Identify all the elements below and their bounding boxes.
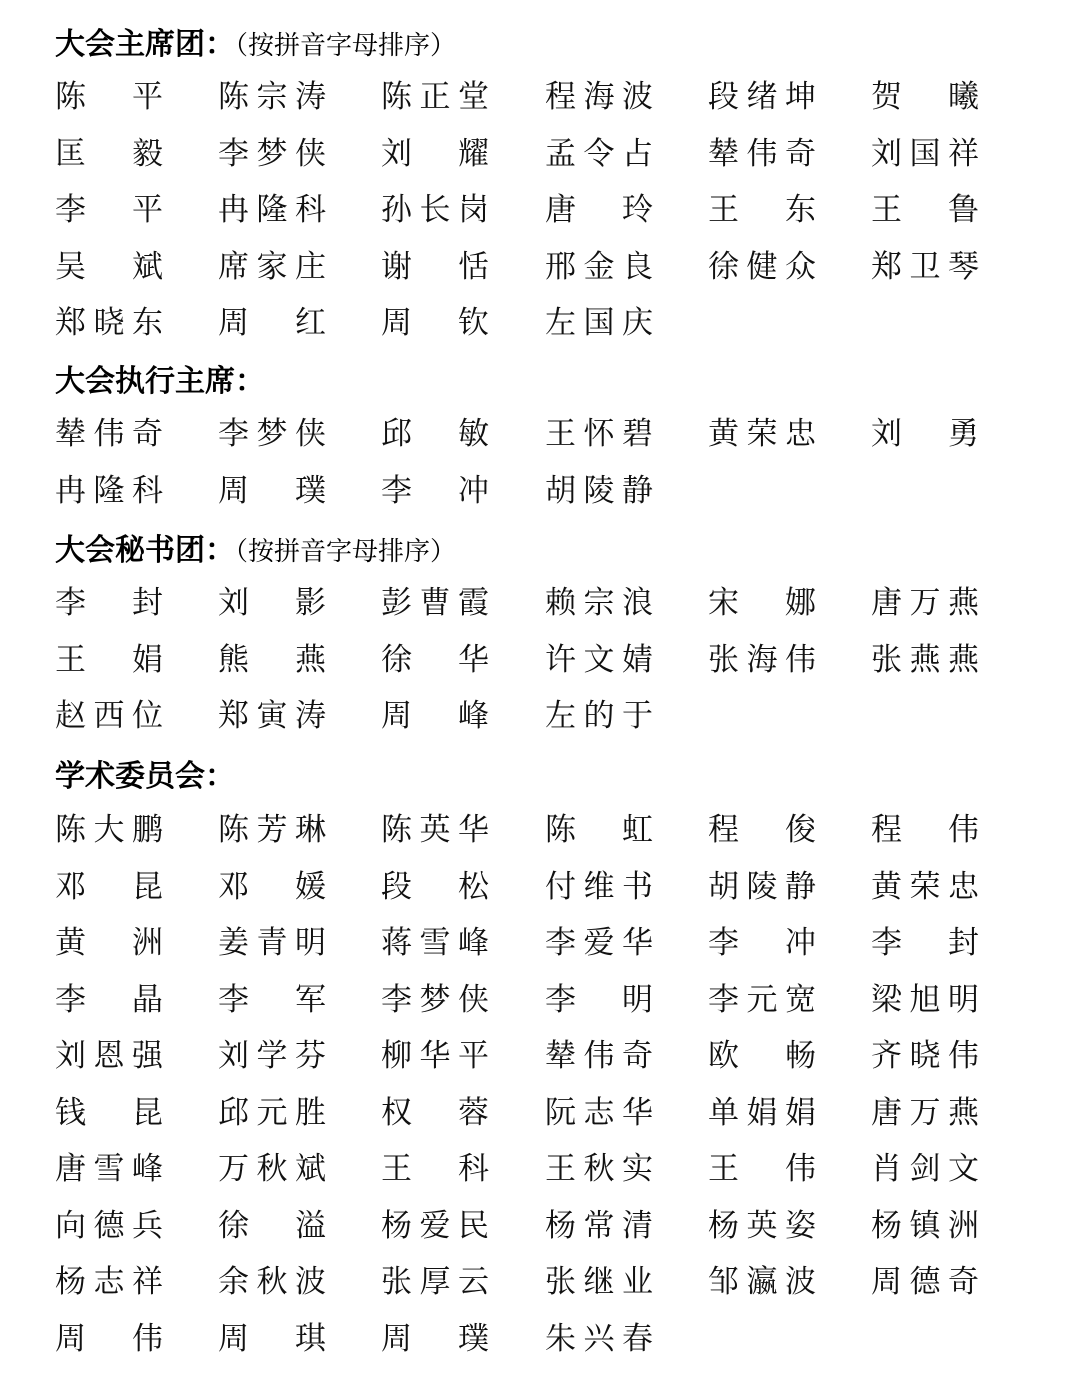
section-title: 学术委员会：	[55, 759, 235, 794]
person-name: 齐 晓 伟	[871, 1038, 979, 1074]
person-name: 李 爱 华	[545, 925, 653, 961]
person-name: 陈 正 堂	[381, 79, 489, 115]
name-row	[0, 808, 1080, 852]
person-name: 熊 燕	[218, 642, 326, 678]
section-note: （按拼音字母排序）	[235, 537, 457, 567]
person-name: 蒋 雪 峰	[381, 925, 489, 961]
person-name: 程 伟	[871, 812, 979, 848]
person-name: 李 军	[218, 982, 326, 1018]
name-row	[0, 1204, 1080, 1248]
person-name: 邓 昆	[55, 869, 163, 905]
person-name: 杨 爱 民	[381, 1208, 489, 1244]
person-name: 赵 西 位	[55, 698, 163, 734]
person-name: 陈 大 鹏	[55, 812, 163, 848]
person-name: 肖 剑 文	[871, 1151, 979, 1187]
person-name: 张 继 业	[545, 1264, 653, 1300]
person-name: 张 海 伟	[708, 642, 816, 678]
person-name: 陈 宗 涛	[218, 79, 326, 115]
section-heading	[55, 362, 265, 402]
person-name: 欧 畅	[708, 1038, 816, 1074]
section-title: 大会秘书团：	[55, 533, 235, 568]
person-name: 张 厚 云	[381, 1264, 489, 1300]
name-row	[0, 75, 1080, 119]
person-name: 李 梦 侠	[218, 136, 326, 172]
person-name: 孟 令 占	[545, 136, 653, 172]
section-note: （按拼音字母排序）	[235, 31, 457, 61]
person-name: 柳 华 平	[381, 1038, 489, 1074]
person-name: 宋 娜	[708, 585, 816, 621]
person-name: 李 明	[545, 982, 653, 1018]
name-row	[0, 694, 1080, 738]
person-name: 陈 平	[55, 79, 163, 115]
person-name: 邱 敏	[381, 416, 489, 452]
person-name: 黄 荣 忠	[871, 869, 979, 905]
person-name: 刘 恩 强	[55, 1038, 163, 1074]
person-name: 郑 卫 琴	[871, 249, 979, 285]
name-row	[0, 921, 1080, 965]
section-heading	[55, 757, 235, 797]
person-name: 李 冲	[708, 925, 816, 961]
person-name: 李 梦 侠	[381, 982, 489, 1018]
person-name: 胡 陵 静	[708, 869, 816, 905]
person-name: 刘 影	[218, 585, 326, 621]
person-name: 辇 伟 奇	[55, 416, 163, 452]
person-name: 邱 元 胜	[218, 1095, 326, 1131]
person-name: 邓 媛	[218, 869, 326, 905]
person-name: 许 文 婧	[545, 642, 653, 678]
person-name: 徐 华	[381, 642, 489, 678]
person-name: 胡 陵 静	[545, 473, 653, 509]
person-name: 程 海 波	[545, 79, 653, 115]
person-name: 辇 伟 奇	[545, 1038, 653, 1074]
person-name: 左 国 庆	[545, 305, 653, 341]
person-name: 段 绪 坤	[708, 79, 816, 115]
person-name: 吴 斌	[55, 249, 163, 285]
name-row	[0, 978, 1080, 1022]
name-row	[0, 1091, 1080, 1135]
person-name: 陈 虹	[545, 812, 653, 848]
person-name: 郑 晓 东	[55, 305, 163, 341]
section-title: 大会主席团：	[55, 27, 235, 62]
person-name: 刘 学 芬	[218, 1038, 326, 1074]
person-name: 唐 万 燕	[871, 1095, 979, 1131]
name-row	[0, 1147, 1080, 1191]
name-row	[0, 1317, 1080, 1361]
person-name: 姜 青 明	[218, 925, 326, 961]
person-name: 钱 昆	[55, 1095, 163, 1131]
person-name: 赖 宗 浪	[545, 585, 653, 621]
person-name: 周 峰	[381, 698, 489, 734]
person-name: 周 璞	[218, 473, 326, 509]
person-name: 程 俊	[708, 812, 816, 848]
person-name: 王 怀 碧	[545, 416, 653, 452]
person-name: 张 燕 燕	[871, 642, 979, 678]
person-name: 左 的 于	[545, 698, 653, 734]
person-name: 周 红	[218, 305, 326, 341]
person-name: 李 梦 侠	[218, 416, 326, 452]
person-name: 郑 寅 涛	[218, 698, 326, 734]
person-name: 权 蓉	[381, 1095, 489, 1131]
person-name: 唐 万 燕	[871, 585, 979, 621]
person-name: 王 伟	[708, 1151, 816, 1187]
person-name: 唐 玲	[545, 192, 653, 228]
name-row	[0, 865, 1080, 909]
person-name: 李 冲	[381, 473, 489, 509]
person-name: 王 鲁	[871, 192, 979, 228]
person-name: 阮 志 华	[545, 1095, 653, 1131]
person-name: 李 晶	[55, 982, 163, 1018]
name-row	[0, 1034, 1080, 1078]
person-name: 贺 曦	[871, 79, 979, 115]
person-name: 徐 溢	[218, 1208, 326, 1244]
person-name: 黄 荣 忠	[708, 416, 816, 452]
name-row	[0, 638, 1080, 682]
person-name: 李 封	[871, 925, 979, 961]
person-name: 辇 伟 奇	[708, 136, 816, 172]
person-name: 邹 瀛 波	[708, 1264, 816, 1300]
name-row	[0, 469, 1080, 513]
person-name: 陈 芳 琳	[218, 812, 326, 848]
person-name: 周 伟	[55, 1321, 163, 1357]
person-name: 冉 隆 科	[55, 473, 163, 509]
person-name: 李 元 宽	[708, 982, 816, 1018]
person-name: 邢 金 良	[545, 249, 653, 285]
person-name: 谢 恬	[381, 249, 489, 285]
person-name: 杨 英 姿	[708, 1208, 816, 1244]
person-name: 向 德 兵	[55, 1208, 163, 1244]
name-row	[0, 188, 1080, 232]
name-row	[0, 1260, 1080, 1304]
person-name: 陈 英 华	[381, 812, 489, 848]
person-name: 孙 长 岗	[381, 192, 489, 228]
person-name: 周 琪	[218, 1321, 326, 1357]
person-name: 杨 志 祥	[55, 1264, 163, 1300]
person-name: 徐 健 众	[708, 249, 816, 285]
person-name: 万 秋 斌	[218, 1151, 326, 1187]
person-name: 席 家 庄	[218, 249, 326, 285]
section-heading	[55, 531, 456, 572]
section-title: 大会执行主席：	[55, 364, 265, 399]
person-name: 余 秋 波	[218, 1264, 326, 1300]
person-name: 杨 常 清	[545, 1208, 653, 1244]
person-name: 周 钦	[381, 305, 489, 341]
section-heading	[55, 25, 456, 66]
person-name: 单 娟 娟	[708, 1095, 816, 1131]
person-name: 李 封	[55, 585, 163, 621]
person-name: 朱 兴 春	[545, 1321, 653, 1357]
person-name: 唐 雪 峰	[55, 1151, 163, 1187]
person-name: 周 德 奇	[871, 1264, 979, 1300]
name-row	[0, 412, 1080, 456]
name-row	[0, 132, 1080, 176]
person-name: 付 维 书	[545, 869, 653, 905]
name-row	[0, 301, 1080, 345]
person-name: 黄 洲	[55, 925, 163, 961]
person-name: 梁 旭 明	[871, 982, 979, 1018]
person-name: 王 秋 实	[545, 1151, 653, 1187]
person-name: 段 松	[381, 869, 489, 905]
person-name: 王 科	[381, 1151, 489, 1187]
person-name: 周 璞	[381, 1321, 489, 1357]
name-row	[0, 245, 1080, 289]
person-name: 匡 毅	[55, 136, 163, 172]
person-name: 刘 耀	[381, 136, 489, 172]
person-name: 李 平	[55, 192, 163, 228]
person-name: 王 东	[708, 192, 816, 228]
person-name: 王 娟	[55, 642, 163, 678]
name-row	[0, 581, 1080, 625]
person-name: 彭 曹 霞	[381, 585, 489, 621]
person-name: 刘 勇	[871, 416, 979, 452]
person-name: 刘 国 祥	[871, 136, 979, 172]
person-name: 杨 镇 洲	[871, 1208, 979, 1244]
person-name: 冉 隆 科	[218, 192, 326, 228]
